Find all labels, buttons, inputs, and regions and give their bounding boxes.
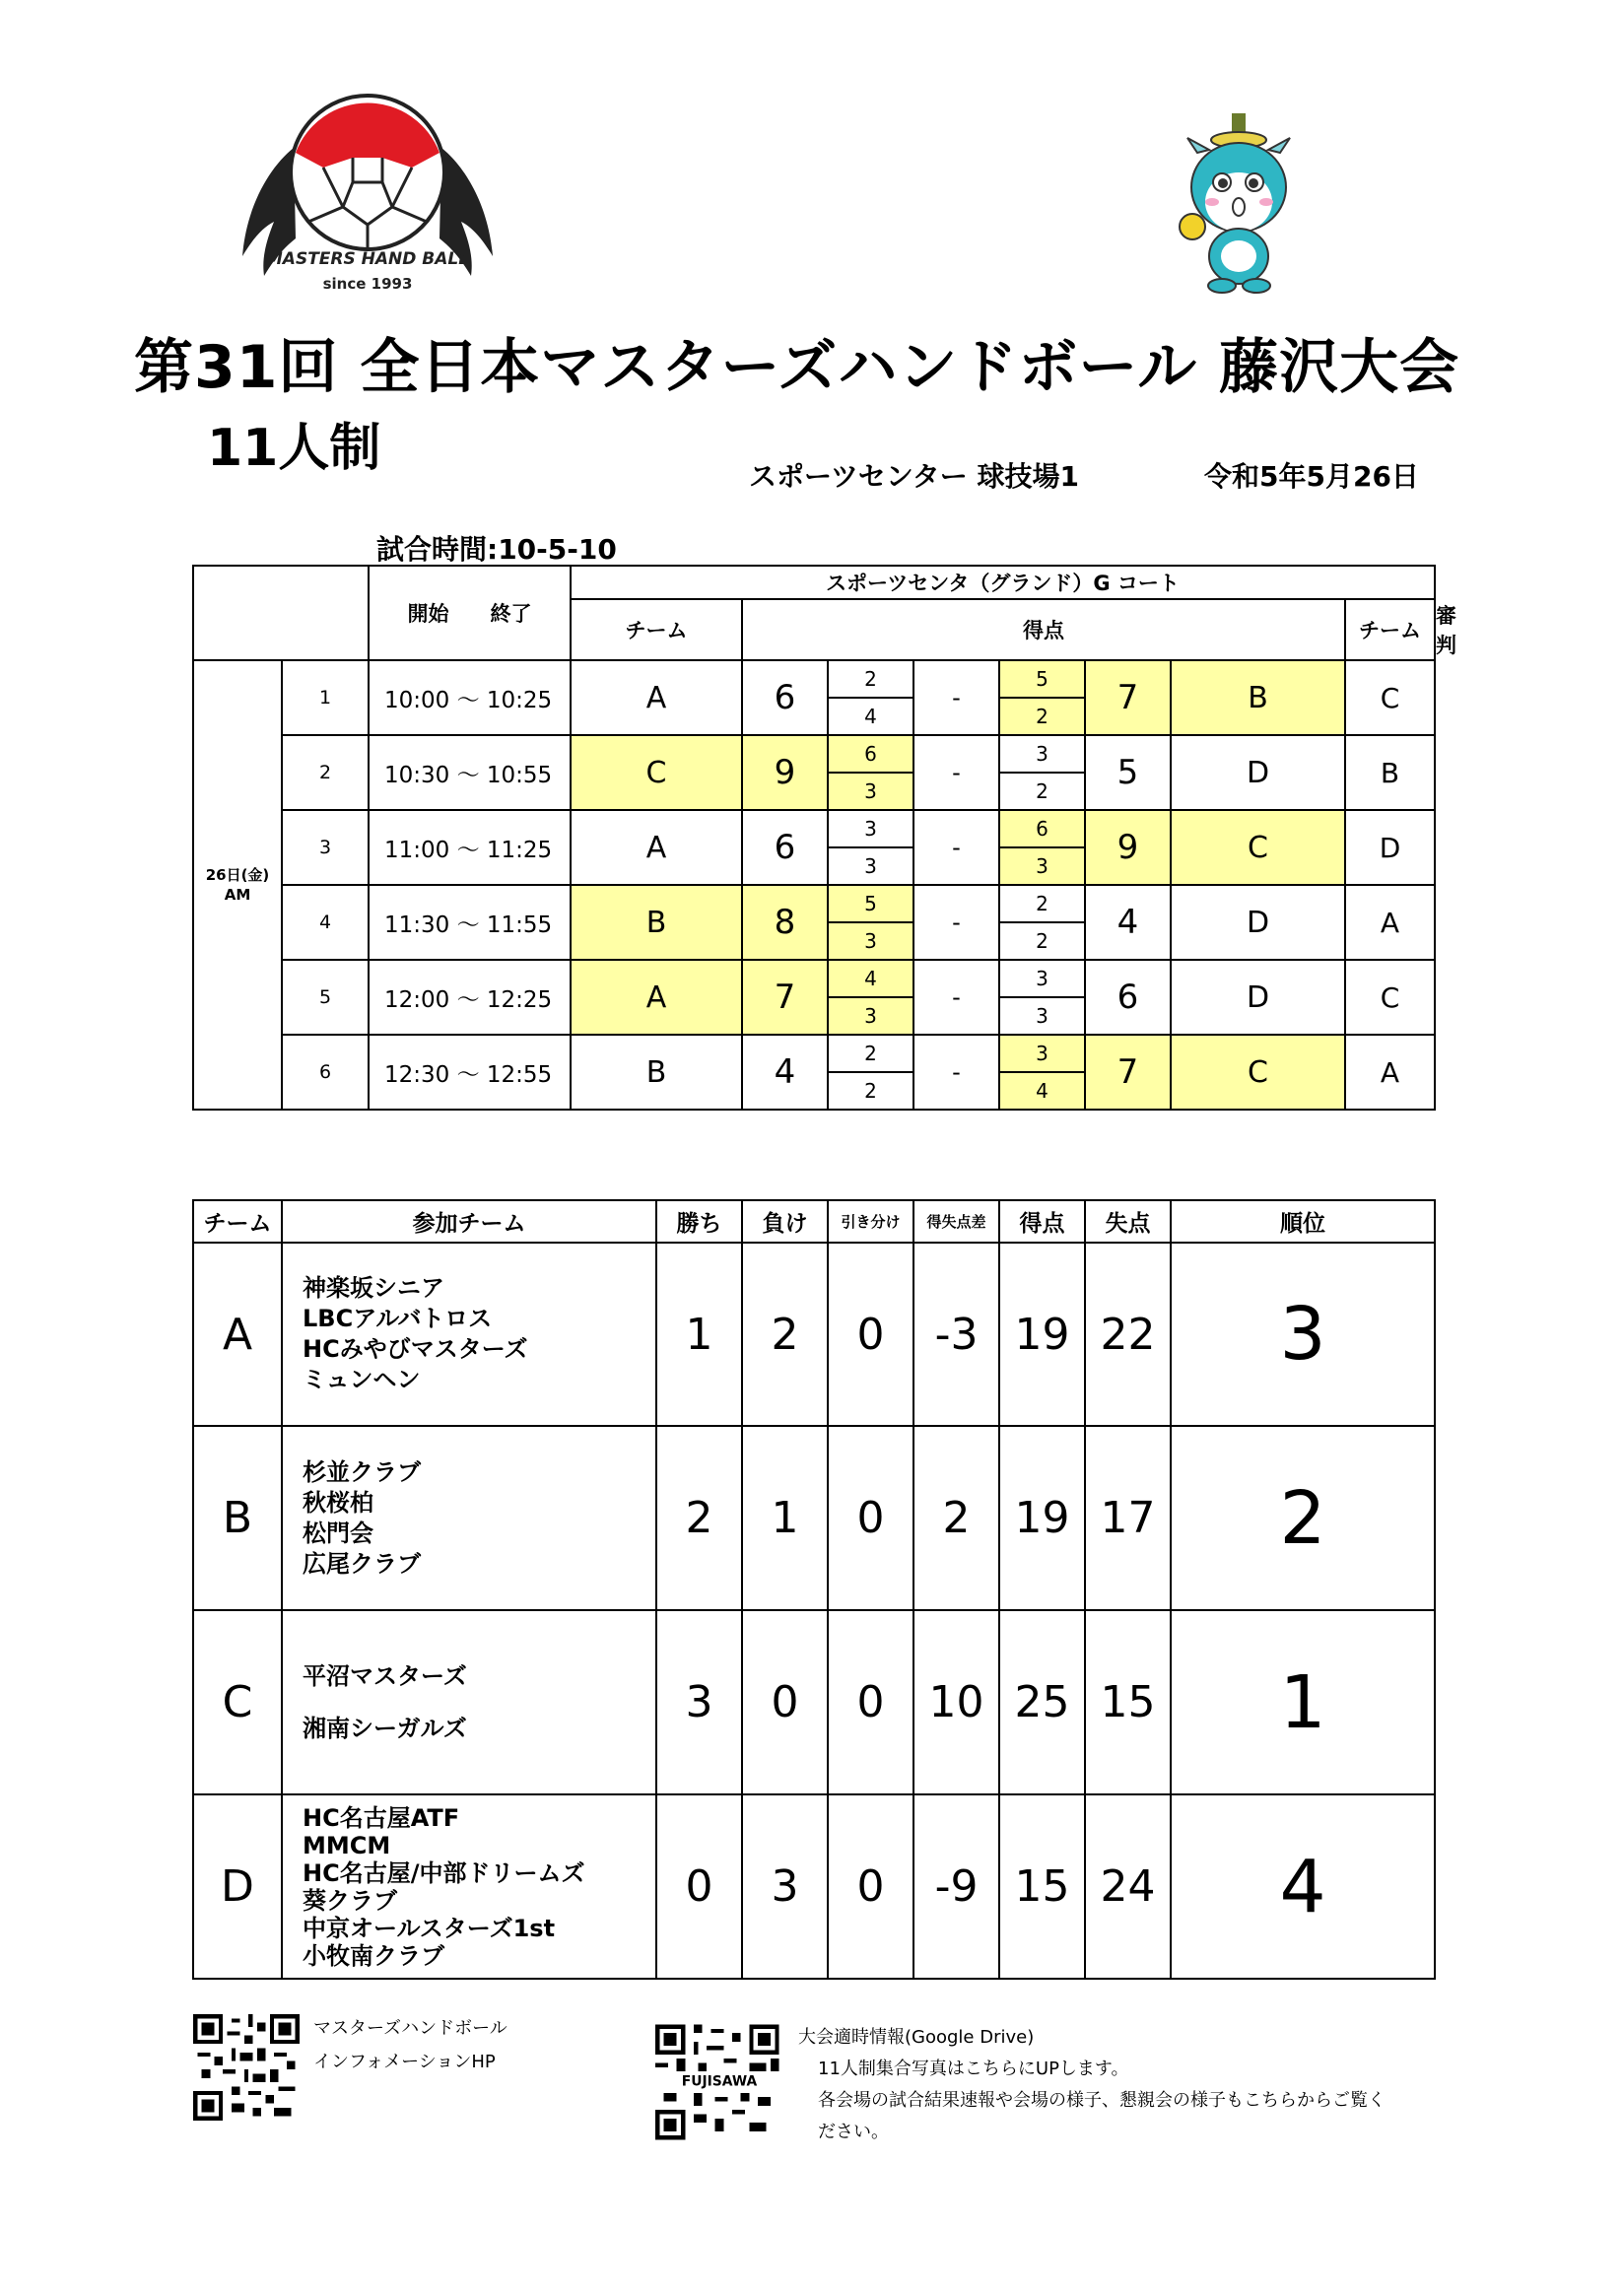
half1-team1: 3 xyxy=(828,810,913,847)
half1-team2: 3 xyxy=(999,1035,1085,1072)
header-rank: 順位 xyxy=(1171,1200,1435,1243)
referee: C xyxy=(1345,660,1435,735)
referee: A xyxy=(1345,885,1435,960)
info2-line2: 11人制集合写真はこちらにUPします。 xyxy=(818,2059,1129,2079)
score2: 7 xyxy=(1085,1035,1171,1110)
member-gap xyxy=(303,1692,655,1714)
points-for: 19 xyxy=(999,1243,1085,1426)
schedule-table: 開始 終了 スポーツセンタ（グランド）G コート チーム 得点 チーム 審判 26日(金) AM 1 10:00 ～ 10:25 A 6 2 - 5 7 B C 4 2 2 10:30 ～ 10:55 C 9 6 - 3 5 D B 3 2 3 11:00 ～ 11:25 A 6 3 - 6 9 C D 3 3 4 11:30 ～ 11:55 B 8 5 - 2 4 D A 3 2 5 12:00 ～ 12:25 A 7 4 - 3 6 D C 3 3 6 12:30 ～ 12:55 B 4 2 - 3 7 C A 2 4 xyxy=(192,565,1436,1111)
draws: 0 xyxy=(828,1426,913,1610)
date-label: 令和5年5月26日 xyxy=(1204,460,1419,493)
match-number: 6 xyxy=(282,1035,369,1110)
match-number: 5 xyxy=(282,960,369,1035)
half1-team2: 5 xyxy=(999,660,1085,698)
member-team: 湘南シーガルズ xyxy=(303,1714,467,1742)
losses: 0 xyxy=(742,1610,828,1794)
half2-team1: 3 xyxy=(828,922,913,960)
info1-line2: インフォメーションHP xyxy=(313,2052,496,2072)
score1: 4 xyxy=(742,1035,828,1110)
member-team: MMCM xyxy=(303,1831,391,1859)
match-time: 12:30 ～ 12:55 xyxy=(369,1035,571,1110)
member-team: 葵クラブ xyxy=(303,1886,397,1915)
qr-code-google-drive[interactable] xyxy=(655,2024,783,2140)
member-team: HCみやびマスターズ xyxy=(303,1335,528,1363)
half2-team2: 3 xyxy=(999,997,1085,1035)
page-title: 第31回 全日本マスターズハンドボール 藤沢大会 xyxy=(134,333,1460,402)
match-number: 1 xyxy=(282,660,369,735)
header-team1: チーム xyxy=(571,599,742,660)
header-points-against: 失点 xyxy=(1085,1200,1171,1243)
half2-team2: 2 xyxy=(999,922,1085,960)
member-team: 小牧南クラブ xyxy=(303,1941,444,1970)
qr-label: FUJISAWA xyxy=(681,2073,758,2090)
header-win: 勝ち xyxy=(656,1200,742,1243)
wins: 0 xyxy=(656,1794,742,1979)
header-team: チーム xyxy=(193,1200,282,1243)
score-dash: - xyxy=(913,960,999,1035)
match-time: 11:00 ～ 11:25 xyxy=(369,810,571,885)
half1-team2: 6 xyxy=(999,810,1085,847)
goal-difference: 2 xyxy=(913,1426,999,1610)
team1: A xyxy=(571,810,742,885)
day-cell xyxy=(193,660,282,1110)
header-court: スポーツセンタ（グランド）G コート xyxy=(571,566,1435,599)
match-number: 4 xyxy=(282,885,369,960)
draws: 0 xyxy=(828,1243,913,1426)
standings-row xyxy=(193,1426,1435,1610)
referee: C xyxy=(1345,960,1435,1035)
team1: B xyxy=(571,885,742,960)
referee: B xyxy=(1345,735,1435,810)
half1-team1: 2 xyxy=(828,1035,913,1072)
member-list xyxy=(282,1426,656,1610)
half2-team1: 3 xyxy=(828,773,913,810)
logo-text-top: MASTERS HAND BALL xyxy=(265,249,470,269)
google-drive-info xyxy=(798,2022,1386,2148)
score1: 9 xyxy=(742,735,828,810)
wins: 1 xyxy=(656,1243,742,1426)
rank: 4 xyxy=(1171,1794,1435,1979)
half2-team2: 2 xyxy=(999,773,1085,810)
rank: 2 xyxy=(1171,1426,1435,1610)
goal-difference: -9 xyxy=(913,1794,999,1979)
score2: 4 xyxy=(1085,885,1171,960)
match-row xyxy=(193,810,1435,847)
team2: D xyxy=(1171,960,1345,1035)
standings-row xyxy=(193,1794,1435,1979)
score-dash: - xyxy=(913,660,999,735)
info2-line4: ださい。 xyxy=(818,2122,889,2142)
match-row xyxy=(193,660,1435,698)
rank: 1 xyxy=(1171,1610,1435,1794)
team2: D xyxy=(1171,885,1345,960)
member-team: 神楽坂シニア xyxy=(303,1274,444,1302)
match-row xyxy=(193,735,1435,773)
draws: 0 xyxy=(828,1610,913,1794)
losses: 3 xyxy=(742,1794,828,1979)
member-team: 広尾クラブ xyxy=(303,1549,421,1578)
day-label: 26日(金) xyxy=(205,866,270,884)
match-number: 2 xyxy=(282,735,369,810)
losses: 1 xyxy=(742,1426,828,1610)
score-dash: - xyxy=(913,735,999,810)
header-loss: 負け xyxy=(742,1200,828,1243)
team1: A xyxy=(571,660,742,735)
member-list xyxy=(282,1243,656,1426)
group-label: B xyxy=(193,1426,282,1610)
page-subtitle: 11人制 xyxy=(207,419,381,478)
points-for: 25 xyxy=(999,1610,1085,1794)
standings-row xyxy=(193,1610,1435,1794)
points-against: 17 xyxy=(1085,1426,1171,1610)
match-number: 3 xyxy=(282,810,369,885)
header-members: 参加チーム xyxy=(282,1200,656,1243)
half2-team1: 4 xyxy=(828,698,913,735)
match-row xyxy=(193,960,1435,997)
team2: D xyxy=(1171,735,1345,810)
referee: D xyxy=(1345,810,1435,885)
standings-table xyxy=(192,1199,1436,1980)
masters-handball-logo xyxy=(235,89,501,301)
info2-line3: 各会場の試合結果速報や会場の様子、懇親会の様子もこちらからご覧く xyxy=(818,2090,1386,2111)
match-time: 11:30 ～ 11:55 xyxy=(369,885,571,960)
score2: 5 xyxy=(1085,735,1171,810)
header-score: 得点 xyxy=(742,599,1345,660)
score-dash: - xyxy=(913,1035,999,1110)
info2-line1: 大会適時情報(Google Drive) xyxy=(798,2027,1035,2048)
member-team: HC名古屋ATF xyxy=(303,1803,460,1832)
half1-team2: 2 xyxy=(999,885,1085,922)
member-team: 杉並クラブ xyxy=(303,1457,421,1486)
wins: 3 xyxy=(656,1610,742,1794)
team2: C xyxy=(1171,810,1345,885)
score2: 6 xyxy=(1085,960,1171,1035)
team1: C xyxy=(571,735,742,810)
score2: 7 xyxy=(1085,660,1171,735)
header-team2: チーム xyxy=(1345,599,1435,660)
draws: 0 xyxy=(828,1794,913,1979)
team2: B xyxy=(1171,660,1345,735)
member-list xyxy=(282,1610,656,1794)
half2-team2: 2 xyxy=(999,698,1085,735)
points-for: 19 xyxy=(999,1426,1085,1610)
member-team: 秋桜柏 xyxy=(303,1488,373,1517)
match-time: 12:00 ～ 12:25 xyxy=(369,960,571,1035)
referee: A xyxy=(1345,1035,1435,1110)
match-time: 10:30 ～ 10:55 xyxy=(369,735,571,810)
half2-team1: 3 xyxy=(828,997,913,1035)
half2-team1: 3 xyxy=(828,847,913,885)
mascot-illustration xyxy=(1178,108,1301,296)
member-team: 中京オールスターズ1st xyxy=(303,1914,556,1942)
points-against: 24 xyxy=(1085,1794,1171,1979)
score-dash: - xyxy=(913,885,999,960)
member-team: 松門会 xyxy=(303,1519,373,1547)
header-draw: 引き分け xyxy=(828,1200,913,1243)
info1-line1: マスターズハンドボール xyxy=(313,2018,507,2039)
half1-team1: 6 xyxy=(828,735,913,773)
half2-team2: 3 xyxy=(999,847,1085,885)
ampm-label: AM xyxy=(224,886,251,904)
venue-label: スポーツセンター 球技場1 xyxy=(749,460,1079,493)
score1: 8 xyxy=(742,885,828,960)
score1: 7 xyxy=(742,960,828,1035)
member-team: ミュンヘン xyxy=(303,1366,421,1393)
points-against: 22 xyxy=(1085,1243,1171,1426)
standings-row xyxy=(193,1243,1435,1426)
match-row xyxy=(193,885,1435,922)
match-time-label: 試合時間:10-5-10 xyxy=(376,533,617,566)
score1: 6 xyxy=(742,810,828,885)
half2-team2: 4 xyxy=(999,1072,1085,1110)
score1: 6 xyxy=(742,660,828,735)
member-team: 平沼マスターズ xyxy=(303,1661,467,1690)
header-diff: 得失点差 xyxy=(913,1200,999,1243)
team2: C xyxy=(1171,1035,1345,1110)
rank: 3 xyxy=(1171,1243,1435,1426)
half1-team2: 3 xyxy=(999,960,1085,997)
logo-text-bottom: since 1993 xyxy=(322,275,413,293)
team1: B xyxy=(571,1035,742,1110)
score-dash: - xyxy=(913,810,999,885)
points-against: 15 xyxy=(1085,1610,1171,1794)
match-time: 10:00 ～ 10:25 xyxy=(369,660,571,735)
half1-team1: 2 xyxy=(828,660,913,698)
header-start-end: 開始 終了 xyxy=(369,566,571,660)
score2: 9 xyxy=(1085,810,1171,885)
group-label: A xyxy=(193,1243,282,1426)
group-label: C xyxy=(193,1610,282,1794)
member-team: LBCアルバトロス xyxy=(303,1305,493,1332)
member-team: HC名古屋/中部ドリームズ xyxy=(303,1858,585,1887)
half1-team1: 5 xyxy=(828,885,913,922)
info-hp-text xyxy=(313,2012,507,2079)
header-blank xyxy=(193,566,369,660)
losses: 2 xyxy=(742,1243,828,1426)
goal-difference: 10 xyxy=(913,1610,999,1794)
group-label: D xyxy=(193,1794,282,1979)
qr-code-info-hp[interactable] xyxy=(193,2014,300,2121)
half1-team1: 4 xyxy=(828,960,913,997)
match-row xyxy=(193,1035,1435,1072)
goal-difference: -3 xyxy=(913,1243,999,1426)
team1: A xyxy=(571,960,742,1035)
half2-team1: 2 xyxy=(828,1072,913,1110)
half1-team2: 3 xyxy=(999,735,1085,773)
points-for: 15 xyxy=(999,1794,1085,1979)
header-points-for: 得点 xyxy=(999,1200,1085,1243)
member-list xyxy=(282,1794,656,1979)
wins: 2 xyxy=(656,1426,742,1610)
